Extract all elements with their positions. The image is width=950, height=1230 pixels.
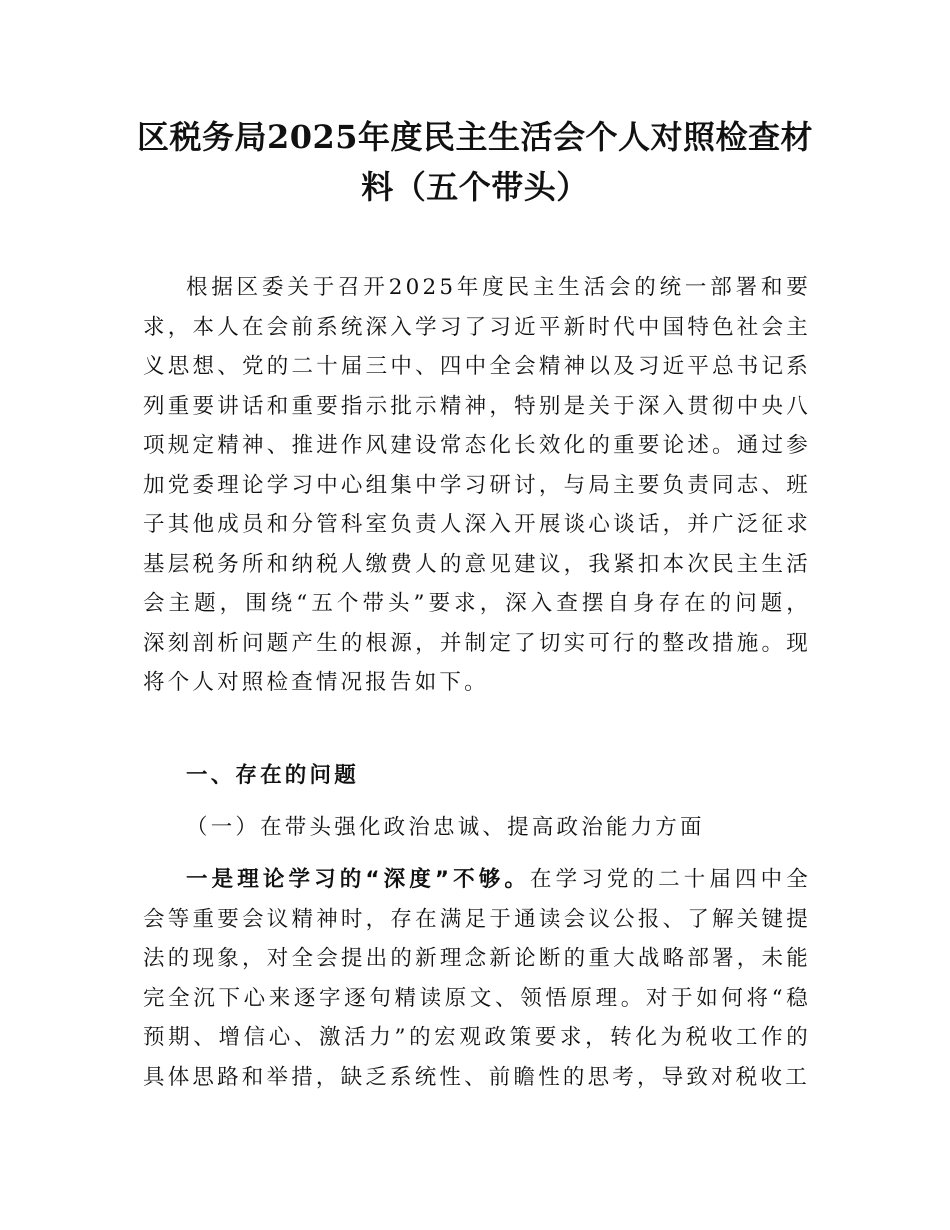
- point-one-text: 在学习党的二十届四中全会等重要会议精神时，存在满足于通读会议公报、了解关键提法的现象，对全会提出的新理念新论断的重大战略部署，未能完全沉下心来逐字逐句精读原文、领悟原理。对于如何将“稳预期、增信心、激活力”的宏观政策要求，转化为税收工作的具体思路和举措，缺乏系统性、前瞻性的思考，导致对税收工: [143, 867, 812, 1090]
- title-line-1: 区税务局2025年度民主生活会个人对照检查材: [136, 118, 814, 156]
- title-line-2: 料（五个带头）: [361, 168, 589, 206]
- section-heading-problems: 一、存在的问题: [186, 763, 359, 788]
- point-one-lead: 一是理论学习的“深度”不够。: [186, 867, 531, 892]
- intro-paragraph: 根据区委关于召开2025年度民主生活会的统一部署和要求，本人在会前系统深入学习了习近平新时代中国特色社会主义思想、党的二十届三中、四中全会精神以及习近平总书记系列重要讲话和重要指示批示精神，特别是关于深入贯彻中央八项规定精神、推进作风建设常态化长效化的重要论述。通过参加党委理论学习中心组集中学习研讨，与局主要负责同志、班子其他成员和分管科室负责人深入开展谈心谈话，并广泛征求基层税务所和纳税人缴费人的意见建议，我紧扣本次民主生活会主题，围绕“五个带头”要求，深入查摆自身存在的问题，深刻剖析问题产生的根源，并制定了切实可行的整改措施。现将个人对照检查情况报告如下。: [143, 275, 811, 695]
- point-one-paragraph: [143, 860, 811, 1097]
- document-title: [130, 112, 820, 212]
- subsection-heading-political-loyalty: （一）在带头强化政治忠诚、提高政治能力方面: [186, 815, 705, 840]
